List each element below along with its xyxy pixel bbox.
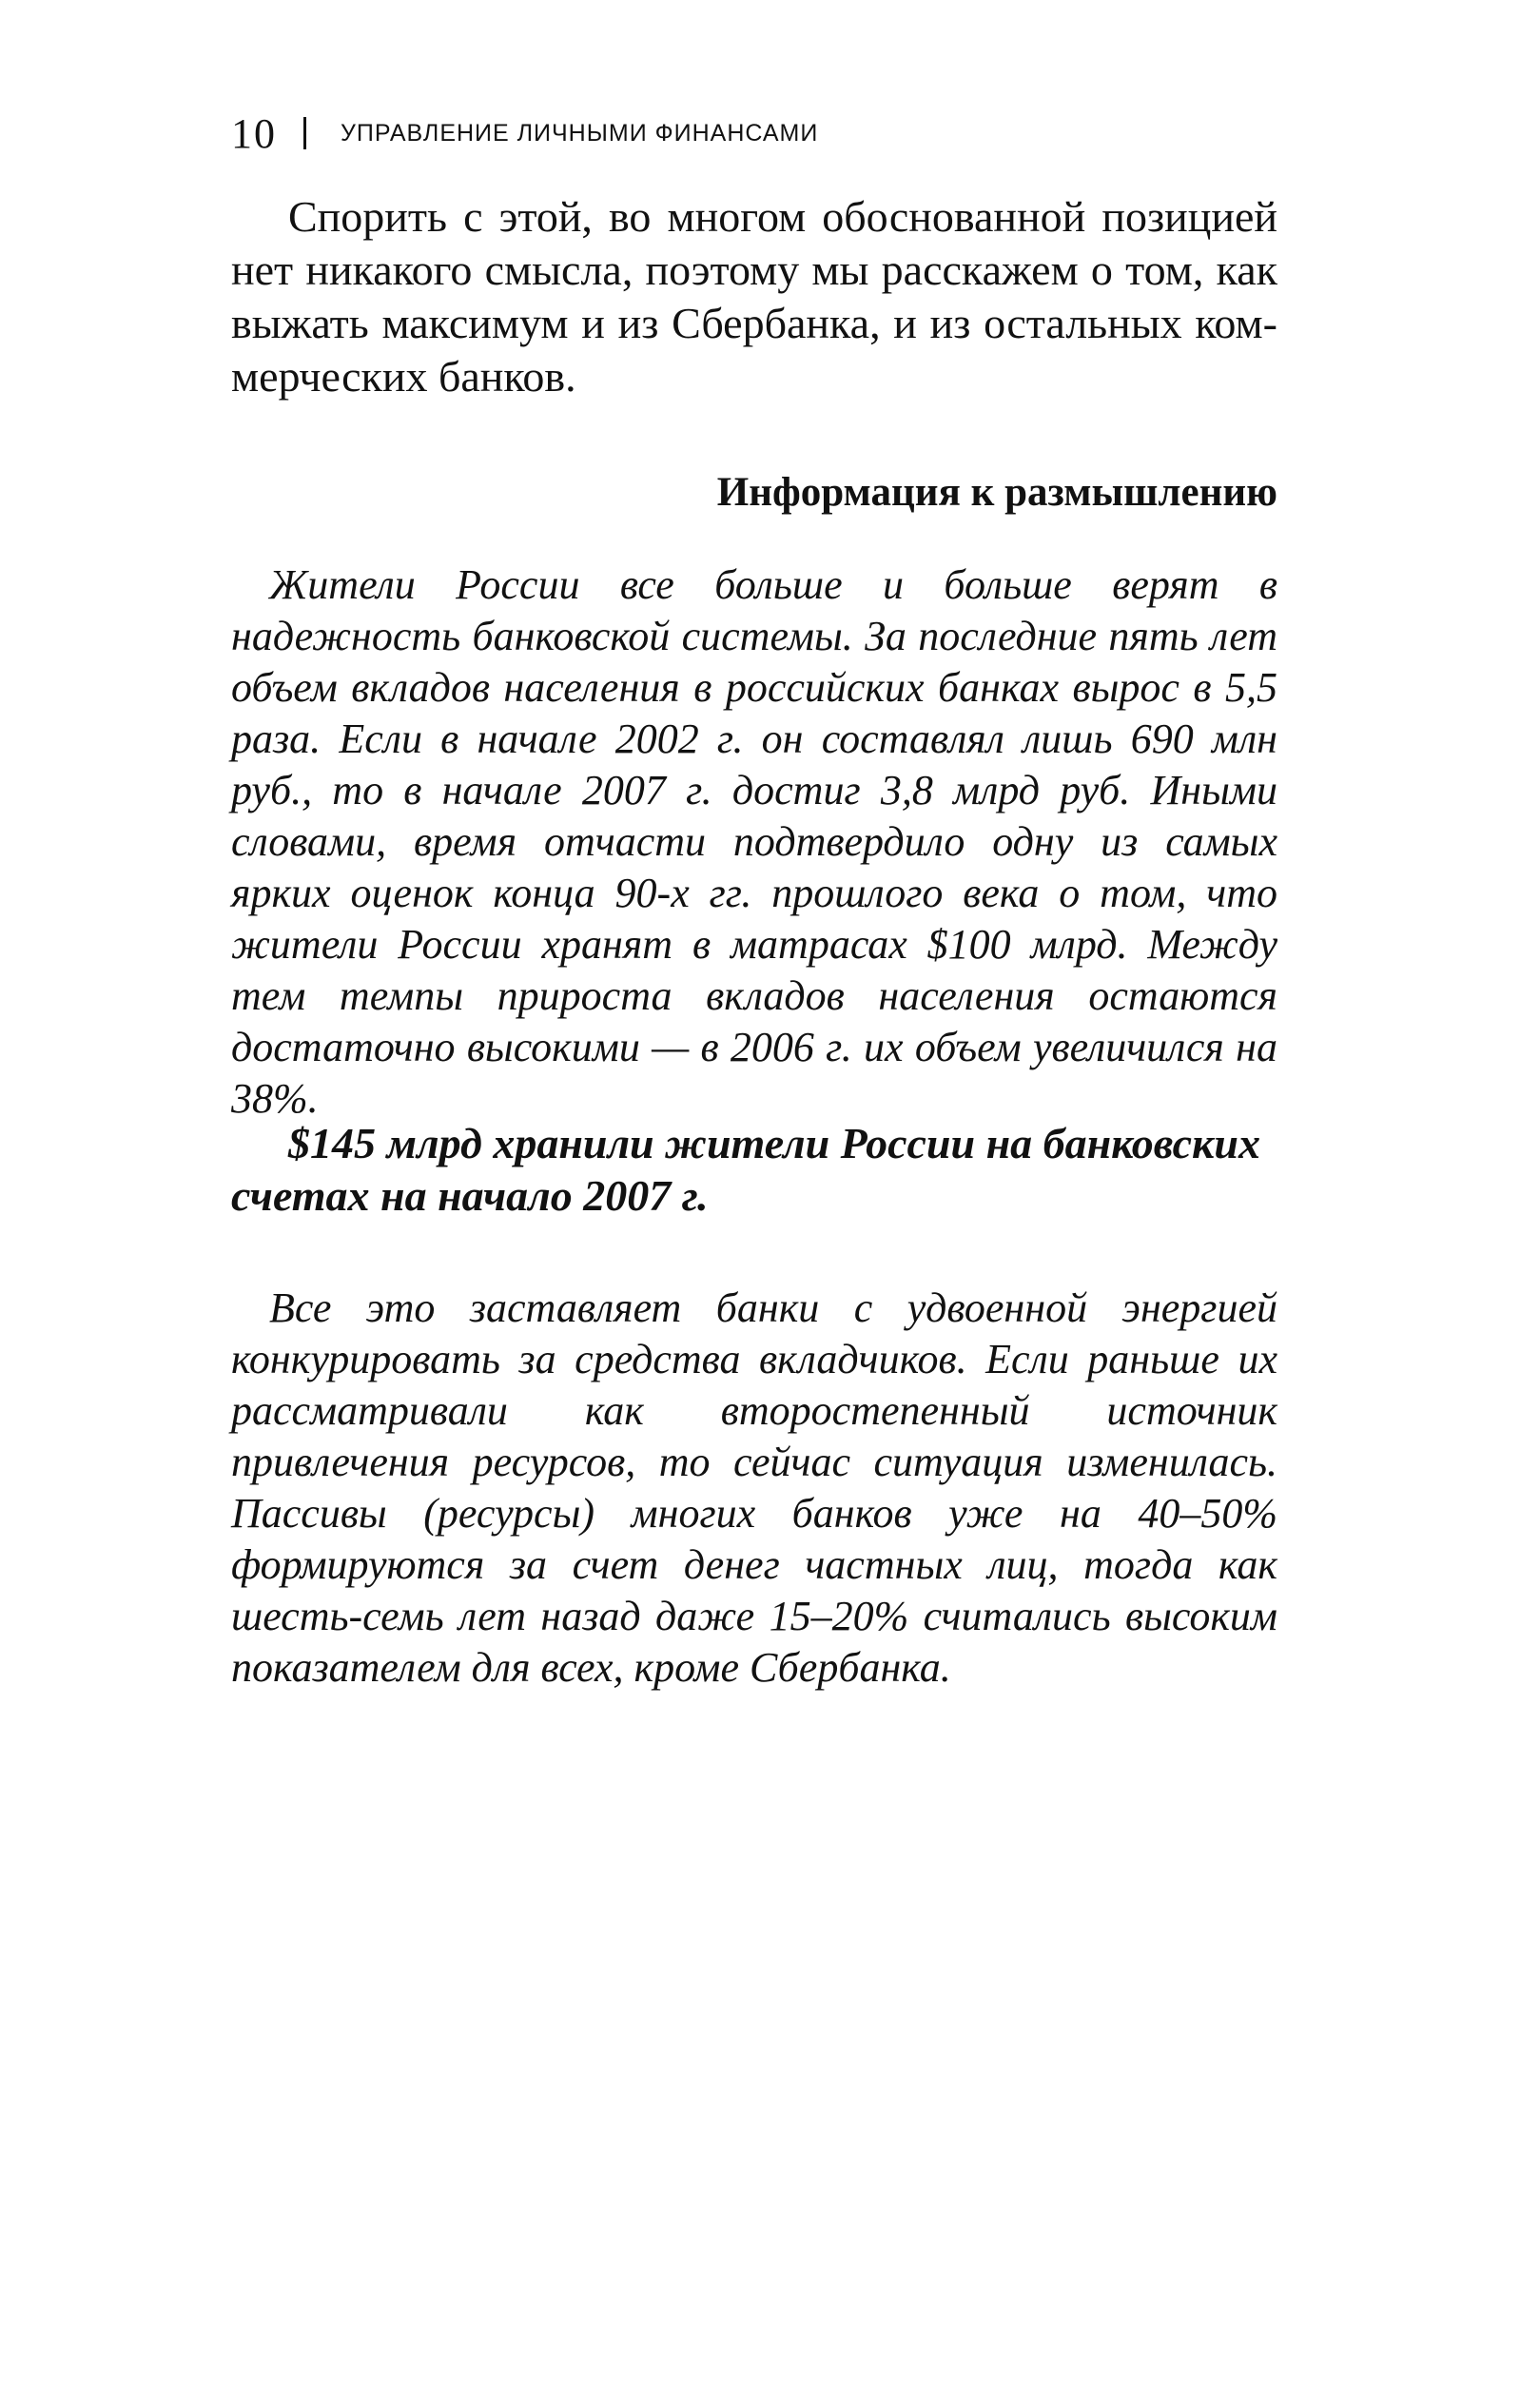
running-title: УПРАВЛЕНИЕ ЛИЧНЫМИ ФИНАНСАМИ [341,119,819,147]
sidebar-title: Информация к размышлению [716,470,1277,515]
running-header [231,105,818,162]
header-separator [303,117,306,149]
intro-paragraph: Спорить с этой, во многом обоснованной позицией нет никакого смысла, поэтому мы расскажем о том, как выжать максимум и из Сбербанка, и из остальных коммерческих банков. [231,192,1277,401]
highlight-fact: $145 млрд хранили жители России на банковских счетах на начало 2007 г. [231,1119,1260,1220]
sidebar-paragraph-1: Жители России все больше и больше верят в надежность банковской системы. За последние пять лет объем вкладов населения в российских банках вырос в 5,5 раза. Если в начале 2002 г. он составлял лишь 690 млн руб., то в начале 2007 г. достиг 3,8 млрд руб. Иными словами, время отчасти подтвердило одну из самых ярких оценок конца 90-х гг. прошлого века о том, что жители России хранят в матрасах $100 млрд. Между тем темпы прироста вкладов населения остаются достаточно высокими — в 2006 г. их объем увеличился на 38%. [231,561,1277,1122]
sidebar-paragraph-2: Все это заставляет банки с удвоенной энергией конкурировать за средства вкладчиков. Если раньше их рассматривали как второстепенный источник привлечения ресурсов, то сейчас ситуация изменилась. Пассивы (ресурсы) многих банков уже на 40–50% формируются за счет денег частных лиц, тогда как шесть-семь лет назад даже 15–20% считались высоким показателем для всех, кроме Сбербанка. [231,1284,1277,1691]
page-number: 10 [231,109,277,157]
